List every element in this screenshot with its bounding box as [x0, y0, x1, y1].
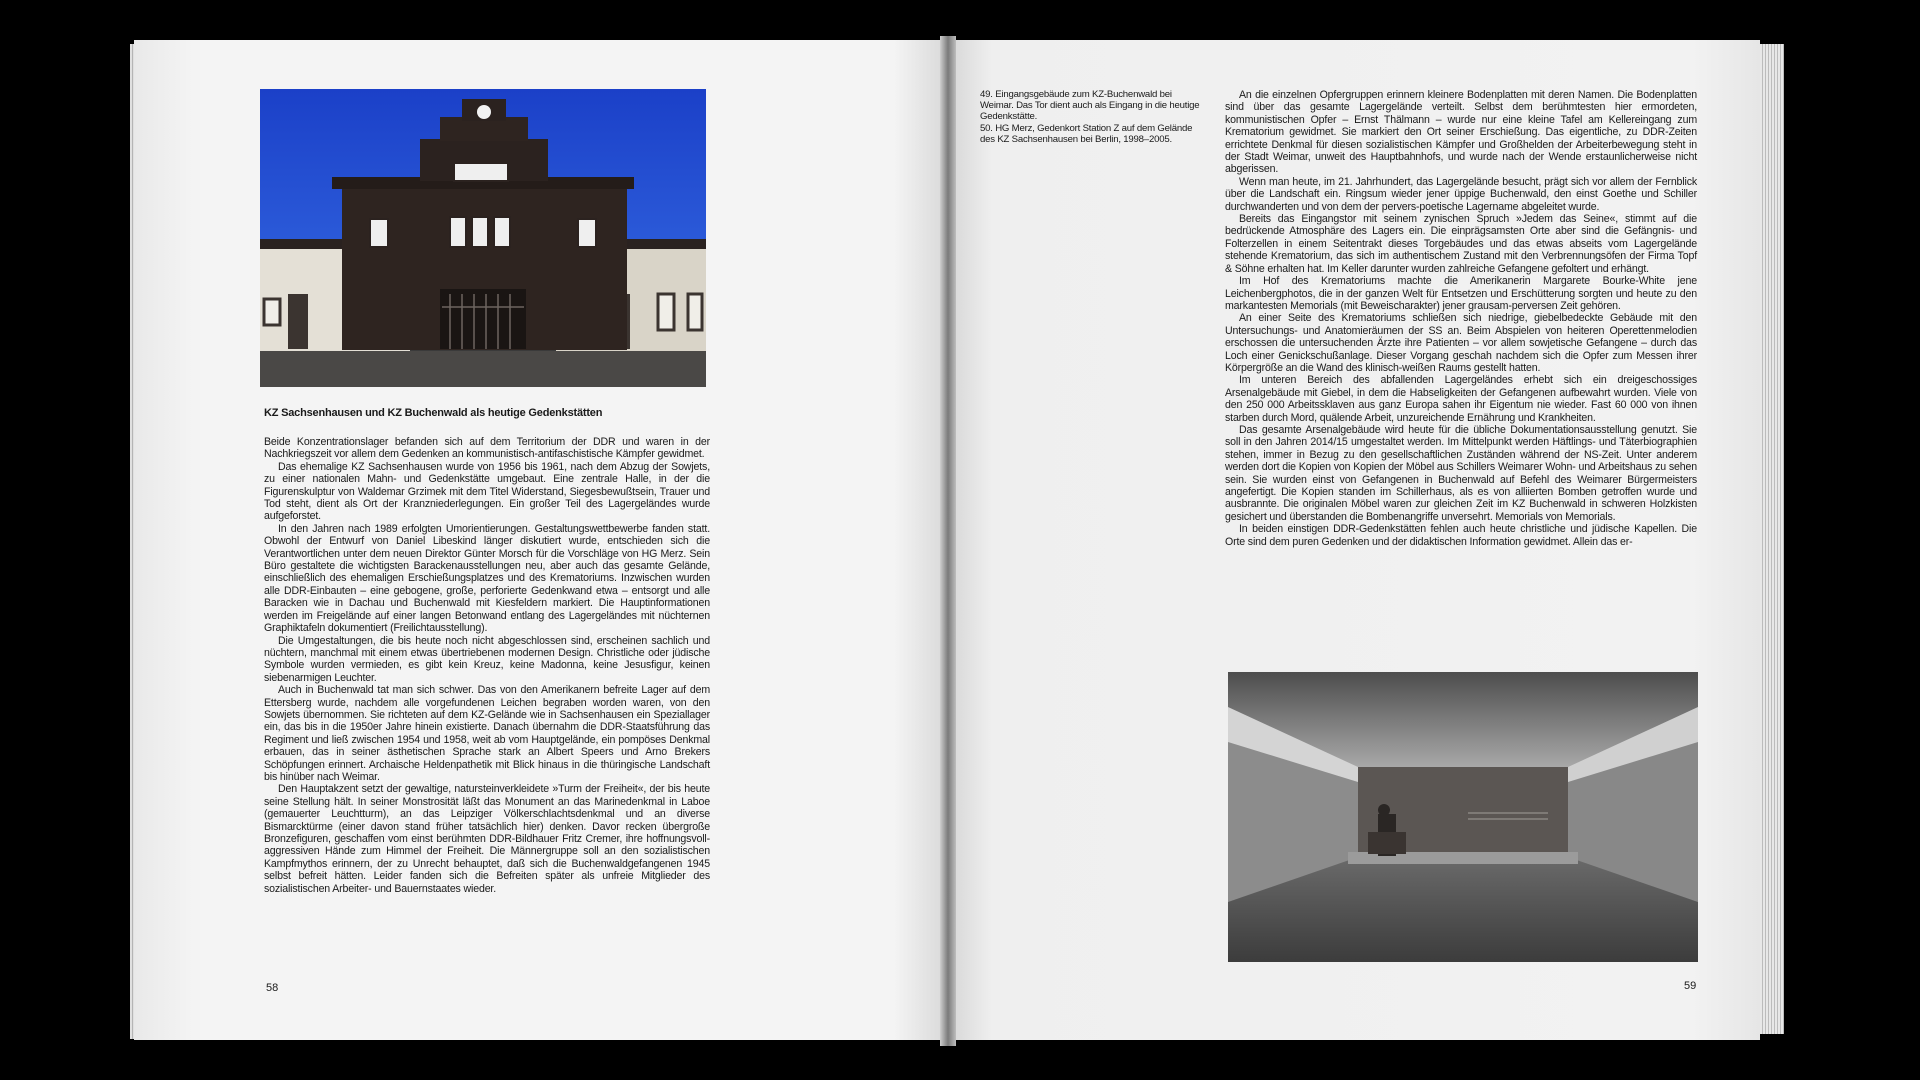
paragraph: Das gesamte Arsenalgebäude wird heute für die übliche Dokumentationsausstellung genutzt. Sie soll in den Jahren 2014/15 umgestaltet werden. Im Mittelpunkt werden Häftlings- und Täterbiographien stehen, immer in Bezug zu den gesellschaftlichen Zuständen während der NS-Zeit. Unter anderem werden dort die Kopien von Kopien der Möbel aus Schillers Weimarer Wohn- und Arbeitshaus zu sehen sein. Sie wurden einst von Gefangenen in Buchenwald auf Befehl des Weimarer Bürgermeisters angefertigt. Die Kopien standen im Schillerhaus, als es von alliierten Bomben getroffen wurde und ausbrannte. Die originalen Möbel waren zur gleichen Zeit im KZ Buchenwald in schweren Holzkisten gesichert und überstanden die Bombenangriffe unversehrt. Memorials von Memorials. [1225, 423, 1697, 523]
caption: 49. Eingangsgebäude zum KZ-Buchenwald bei Weimar. Das Tor dient auch als Eingang in die heutige Gedenkstätte. [980, 89, 1200, 123]
book-gutter [940, 36, 956, 1046]
paragraph: Die Umgestaltungen, die bis heute noch nicht abgeschlossen sind, erscheinen sachlich und nüchtern, manchmal mit einem etwas übertriebenen modernen Design. Christliche oder jüdische Symbole wurden vermieden, es gibt kein Kreuz, keine Madonna, keine Jesusfigur, keinen siebenarmigen Leuchter. [264, 634, 710, 684]
paragraph: An die einzelnen Opfergruppen erinnern kleinere Bodenplatten mit deren Namen. Die Bodenplatten sind über das gesamte Lagergelände verteilt. Selbst dem berühmtesten hier ermordeten, kommunistischen Opfer – Ernst Thälmann – wurde nur eine kleine Tafel am Kellereingang zum Krematorium gewidmet. Sie markiert den Ort seiner Erschießung. Das eigentliche, zu DDR-Zeiten errichtete Denkmal für diesen sozialistischen Kämpfer und Großhelden der Arbeiterbewegung steht in der Stadt Weimar, unweit des Hauptbahnhofs, und wurde nach der Wende erstaunlicherweise nicht abgerissen. [1225, 89, 1697, 176]
paragraph: Auch in Buchenwald tat man sich schwer. Das von den Amerikanern befreite Lager auf dem Ettersberg wurde, nachdem alle vorgefundenen Leichen begraben worden waren, von den Sowjets übernommen. Sie richteten auf dem KZ-Gelände wie in Sachsenhausen ein Speziallager ein, das bis in die 1950er Jahre hinein existierte. Danach übernahm die DDR-Staatsführung das Regiment und ließ zwischen 1954 und 1958, weit ab vom Hauptgelände, ein pompöses Denkmal erbauen, das in seiner ästhetischen Sprache stark an Albert Speers und Arno Brekers Schöpfungen erinnert. Archaische Heldenpathetik mit Blick hinaus in die thüringische Landschaft bis hinüber nach Weimar. [264, 684, 710, 783]
photo-station-z-memorial [1228, 672, 1698, 962]
page-number-left: 58 [266, 982, 279, 994]
paragraph: Im Hof des Krematoriums machte die Amerikanerin Margarete Bourke-White jene Leichenbergphotos, die in der ganzen Welt für Entsetzen und Erschütterung sorgten und heute zu den markantesten Memorials (mit Beweischarakter) jener grausam-perversen Zeit gehören. [1225, 275, 1697, 312]
image-captions [980, 89, 1206, 145]
paragraph: In den Jahren nach 1989 erfolgten Umorientierungen. Gestaltungswettbewerbe fanden statt. Obwohl der Entwurf von Daniel Libeskind länger diskutiert wurde, entschieden sich die Verantwortlichen unter dem neuen Direktor Günter Morsch für die Vorschläge von HG Merz. Sein Büro gestaltete die wichtigsten Barackenausstellungen neu, aber auch das gesamte Gelände, einschließlich des ehemaligen Erschießungsplatzes und des Krematoriums. Inzwischen wurden alle DDR-Einbauten – eine gebogene, große, perforierte Gedenkwand etwa – entsorgt und alle Baracken wie in Dachau und Buchenwald mit Kiesfeldern markiert. Die Hauptinformationen werden im Freigelände auf einer langen Betonwand entlang des Lagergeländes mit nüchternen Graphiktafeln dokumentiert (Freilichtausstellung). [264, 522, 710, 635]
left-text-column [264, 436, 710, 895]
paragraph: Beide Konzentrationslager befanden sich auf dem Territorium der DDR und waren in der Nachkriegszeit vor allem dem Gedenken an kommunistisch-antifaschistische Kämpfer gewidmet. [264, 436, 710, 461]
photo-buchenwald-gate [260, 89, 706, 387]
memorial-illustration [1228, 672, 1698, 962]
page-edges-right [1760, 44, 1784, 1034]
caption: 50. HG Merz, Gedenkort Station Z auf dem Gelände des KZ Sachsenhausen bei Berlin, 1998–2005. [980, 122, 1193, 145]
paragraph: Das ehemalige KZ Sachsenhausen wurde von 1956 bis 1961, nach dem Abzug der Sowjets, zu einer nationalen Mahn- und Gedenkstätte umgebaut. Eine zentrale Halle, in der die Figurenskulptur von Waldemar Grzimek mit dem Titel Widerstand, Siegesbewußtsein, Trauer und Tod steht, dient als Ort der Kranzniederlegungen. Ein großer Teil des Lagergeländes wurde aufgeforstet. [264, 460, 710, 523]
section-heading: KZ Sachsenhausen und KZ Buchenwald als heutige Gedenkstätten [264, 407, 603, 419]
gate-illustration [260, 89, 706, 387]
paragraph: Bereits das Eingangstor mit seinem zynischen Spruch »Jedem das Seine«, stimmt auf die bedrückende Atmosphäre des Lagers ein. Die einprägsamsten Orte aber sind die Gefängnis- und Folterzellen in einem Seitentrakt dieses Torgebäudes und das etwas abseits vom Lagergelände stehende Krematorium, das sich im authentischem Zustand mit den Verbrennungsöfen der Firma Topf & Söhne erhalten hat. Im Keller darunter wurden zahlreiche Gefangene gefoltert und erhängt. [1225, 213, 1697, 275]
paragraph: Den Hauptakzent setzt der gewaltige, natursteinverkleidete »Turm der Freiheit«, der bis heute seine Stellung hält. In seiner Monstrosität läßt das Monument an das Marinedenkmal in Laboe (gemauerter Leuchtturm), an das Leipziger Völkerschlachtsdenkmal und an diverse Bismarcktürme (einer davon stand früher tatsächlich hier) denken. Davor recken übergroße Bronzefiguren, geschaffen vom einst berühmten DDR-Bildhauer Fritz Cremer, ihre hoffnungsvoll-aggressiven Hände zum Himmel der Freiheit. Die Männergruppe soll an den sozialistischen Kampfmythos erinnern, der zu Unrecht behauptet, daß sich die Buchenwaldgefangenen 1945 selbst befreit hätten. Leider fanden sich die Befreiten später als unfreie Mitglieder des sozialistischen Arbeiter- und Bauernstaates wieder. [264, 783, 710, 895]
page-number-right: 59 [1684, 980, 1697, 992]
paragraph: Wenn man heute, im 21. Jahrhundert, das Lagergelände besucht, prägt sich vor allem der Fernblick über die Landschaft ein. Ringsum wieder jener üppige Buchenwald, den einst Goethe und Schiller durchwanderten und von dem der pervers-poetische Lagername abgeleitet wurde. [1225, 175, 1697, 213]
paragraph: An einer Seite des Krematoriums schließen sich niedrige, giebelbedeckte Gebäude mit den Untersuchungs- und Anatomieräumen der SS an. Beim Abspielen von heiteren Operettenmelodien erschossen die untersuchenden Ärzte ihre Patienten – vor allem sowjetische Gefangene – durch das Loch einer Genickschußanlage. Dieser Vorgang geschah nachdem sich die Opfer zum Messen ihrer Körpergröße an die Wand des klinisch-weißen Raums gestellt hatten. [1225, 312, 1697, 374]
right-text-column [1225, 89, 1697, 548]
paragraph: Im unteren Bereich des abfallenden Lagergeländes erhebt sich ein dreigeschossiges Arsenalgebäude mit Giebel, in dem die Habseligkeiten der Gefangenen aufbewahrt wurden. Viele von den 250 000 Arbeitssklaven aus ganz Europa sahen ihr Eigentum nie wieder. Fast 60 000 von ihnen starben durch Mord, quälende Arbeit, unzureichende Ernährung und Krankheiten. [1225, 374, 1697, 424]
paragraph: In beiden einstigen DDR-Gedenkstätten fehlen auch heute christliche und jüdische Kapellen. Die Orte sind dem puren Gedenken und der didaktischen Information gewidmet. Allein das er- [1225, 523, 1697, 548]
